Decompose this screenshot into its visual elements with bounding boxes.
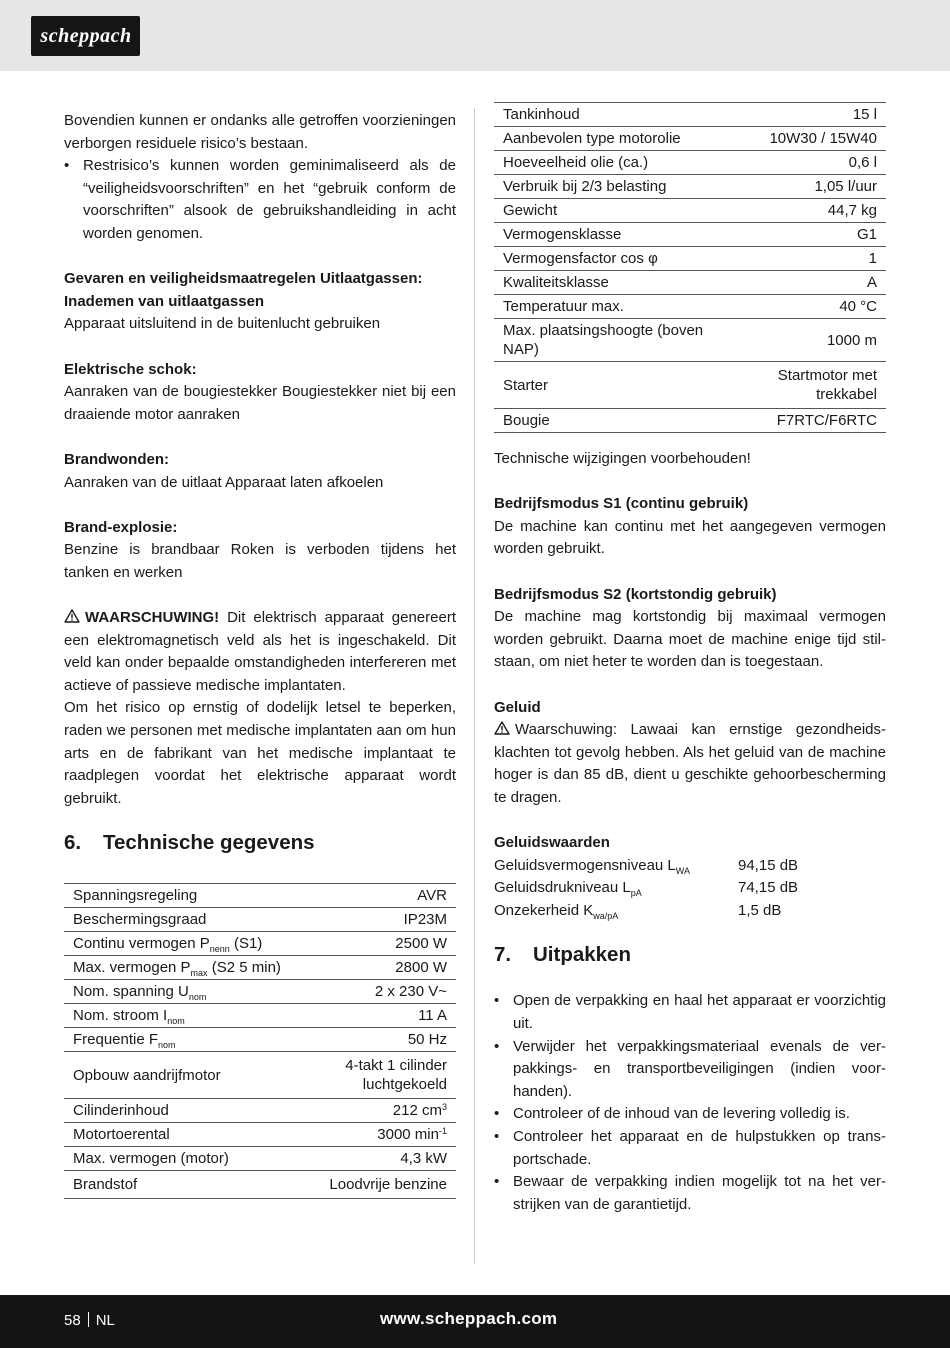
spec-value-text: G1 xyxy=(856,226,877,243)
spec-subscript: nenn xyxy=(209,944,230,955)
spec-label-text: Beschermingsgraad xyxy=(73,911,207,929)
noise-warning: Waarschuwing: Lawaai kan ernstige gezondheidsklachten tot gevolg hebben. Als het geluid van de machine hoger is dan 85 dB, dient u geschikte gehoorbescherming te dragen. xyxy=(494,721,886,806)
spec-value-text: A xyxy=(866,274,877,291)
spec-label-text: Kwaliteitsklasse xyxy=(503,274,609,291)
section-7-heading xyxy=(494,942,886,968)
spec-label xyxy=(64,932,320,956)
sound-subscript: WA xyxy=(675,865,690,876)
s2-heading: Bedrijfsmodus S2 (kortstondig gebruik) xyxy=(494,585,777,603)
spec-value xyxy=(733,271,886,295)
warning-icon xyxy=(64,609,80,623)
table-row xyxy=(64,956,456,980)
spec-value xyxy=(733,103,886,127)
sound-value-row xyxy=(494,877,886,900)
right-column xyxy=(494,102,886,1216)
spec-label-text: Max. plaatsingshoogte (boven NAP) xyxy=(503,322,704,358)
spec-superscript: -1 xyxy=(438,1126,447,1137)
spec-label-text: Tankinhoud xyxy=(503,106,580,123)
spec-label-text: Frequentie F xyxy=(73,1031,159,1049)
spec-value-text: IP23M xyxy=(403,911,447,929)
spec-label xyxy=(494,199,733,223)
spec-label-text: Opbouw aandrijfmotor xyxy=(73,1066,221,1084)
table-row xyxy=(494,151,886,175)
spec-value-text: 4-takt 1 cilinder luchtgekoeld xyxy=(345,1057,447,1094)
spec-value-text: 1000 m xyxy=(826,331,877,349)
s1-heading: Bedrijfsmodus S1 (continu gebruik) xyxy=(494,495,749,513)
sound-value: 1,5 dB xyxy=(738,901,782,919)
spec-value xyxy=(320,980,456,1004)
list-item xyxy=(494,1126,886,1171)
spec-value xyxy=(733,409,886,433)
table-row xyxy=(64,1004,456,1028)
table-row xyxy=(494,199,886,223)
table-row xyxy=(494,175,886,199)
spec-value-text: 10W30 / 15W40 xyxy=(769,130,877,147)
spec-label-text: Starter xyxy=(503,376,549,394)
list-item-text: Open de verpakking en haal het apparaat er voorzichtig uit. xyxy=(513,992,886,1033)
warning-icon xyxy=(494,721,510,735)
column-divider xyxy=(474,108,475,1264)
spec-label-text: Spanningsregeling xyxy=(73,887,198,905)
spec-subscript: max xyxy=(190,968,208,979)
exhaust-text: Apparaat uitsluitend in de buitenlucht gebruiken xyxy=(64,315,381,333)
list-item xyxy=(494,990,886,1035)
spec-label-text: Bougie xyxy=(503,412,550,429)
table-row xyxy=(494,247,886,271)
section-number: 7. xyxy=(494,943,512,967)
spec-label-text: Hoeveelheid olie (ca.) xyxy=(503,154,649,171)
spec-label-text: Verbruik bij 2/3 belasting xyxy=(503,178,667,195)
noise-heading: Geluid xyxy=(494,698,541,716)
exhaust-subheading: Inademen van uitlaatgassen xyxy=(64,292,265,310)
section-6-heading xyxy=(64,830,456,856)
spec-value xyxy=(733,223,886,247)
spec-label-suffix: (S2 5 min) xyxy=(207,959,281,977)
page-header xyxy=(0,0,950,71)
list-item-text: Controleer of de inhoud van de levering volledig is. xyxy=(513,1105,850,1123)
separator xyxy=(88,1312,89,1327)
spec-value xyxy=(320,1028,456,1052)
spec-label xyxy=(494,409,733,433)
spec-value-text: 11 A xyxy=(418,1007,447,1025)
sound-values-heading: Geluidswaarden xyxy=(494,834,610,852)
scheppach-logo xyxy=(31,16,140,56)
bullet-dot: • xyxy=(494,1037,500,1055)
spec-label xyxy=(494,127,733,151)
intro-bullet-list xyxy=(64,155,456,245)
spec-value xyxy=(733,362,886,409)
bullet-dot: • xyxy=(494,1128,500,1146)
spec-label xyxy=(64,1123,320,1147)
bullet-dot: • xyxy=(494,992,500,1010)
spec-value xyxy=(320,1052,456,1099)
section-title: Technische gegevens xyxy=(103,831,315,855)
emf-warning xyxy=(64,607,456,697)
spec-subscript: nom xyxy=(167,1016,185,1027)
unpacking-list xyxy=(494,990,886,1216)
spec-label xyxy=(64,1099,320,1123)
sound-subscript: wa/pA xyxy=(593,910,619,921)
spec-label xyxy=(494,151,733,175)
spec-value-text: 40 °C xyxy=(839,298,877,315)
sound-label xyxy=(494,877,738,900)
spec-superscript: 3 xyxy=(441,1102,447,1113)
spec-value-text: 50 Hz xyxy=(407,1031,447,1049)
spec-value xyxy=(733,151,886,175)
sound-values-list xyxy=(494,855,886,923)
spec-subscript: nom xyxy=(188,992,207,1003)
spec-label xyxy=(64,908,320,932)
spec-label-text: Max. vermogen P xyxy=(73,959,191,977)
spec-value-text: 212 cm xyxy=(392,1102,442,1120)
sound-label-text: Geluidsdrukniveau L xyxy=(494,879,631,897)
spec-label-text: Brandstof xyxy=(73,1176,138,1194)
table-row xyxy=(64,908,456,932)
s1-text: De machine kan continu met het aangegeven vermogen worden gebruikt. xyxy=(494,517,886,558)
spec-label xyxy=(494,271,733,295)
spec-label-text: Vermogensklasse xyxy=(503,226,622,243)
spec-label xyxy=(494,362,733,409)
spec-value-text: 2 x 230 V~ xyxy=(374,983,447,1001)
spec-value-text: Startmotor met trekkabel xyxy=(777,367,877,403)
spec-value-text: 15 l xyxy=(852,106,877,123)
spec-label-suffix: (S1) xyxy=(229,935,263,953)
table-row xyxy=(494,362,886,409)
section-number: 6. xyxy=(64,831,82,855)
spec-value xyxy=(733,247,886,271)
spec-value xyxy=(320,1123,456,1147)
spec-value-text: 3000 min xyxy=(377,1126,439,1144)
spec-value xyxy=(733,199,886,223)
spec-label xyxy=(64,884,320,908)
spec-label-text: Nom. spanning U xyxy=(73,983,189,1001)
shock-heading: Elektrische schok: xyxy=(64,360,197,378)
tech-changes-note: Technische wijzigingen voorbehouden! xyxy=(494,450,751,467)
spec-value xyxy=(320,884,456,908)
implant-advice: Om het risico op ernstig of dodelijk letsel te beperken, raden we personen met medische implantaten aan om hun arts en de fabrikant van het medische implantaat te raadplegen voordat het elektrische apparaat wordt gebruikt. xyxy=(64,699,456,807)
sound-label-text: Geluidsvermogensniveau L xyxy=(494,856,676,874)
spec-label xyxy=(494,247,733,271)
spec-label-text: Gewicht xyxy=(503,202,558,219)
tech-specs-table xyxy=(64,883,456,1199)
spec-label xyxy=(64,956,320,980)
spec-label-text: Max. vermogen (motor) xyxy=(73,1150,229,1168)
table-row xyxy=(64,1099,456,1123)
list-item xyxy=(494,1036,886,1104)
left-column xyxy=(64,110,456,1199)
spec-label-text: Vermogensfactor cos φ xyxy=(503,250,658,267)
spec-label xyxy=(494,103,733,127)
sound-label xyxy=(494,855,738,878)
fire-text: Benzine is brandbaar Roken is verboden tijdens het tanken en werken xyxy=(64,541,456,581)
spec-label xyxy=(64,980,320,1004)
burn-text: Aanraken van de uitlaat Apparaat laten afkoelen xyxy=(64,473,384,491)
spec-value xyxy=(320,1171,456,1199)
page-number: 58 NL xyxy=(64,1312,115,1329)
sound-value: 94,15 dB xyxy=(738,856,799,874)
table-row xyxy=(494,103,886,127)
spec-label-text: Aanbevolen type motorolie xyxy=(503,130,681,147)
bullet-dot: • xyxy=(494,1105,500,1123)
spec-label xyxy=(64,1004,320,1028)
spec-label xyxy=(494,295,733,319)
spec-label-text: Temperatuur max. xyxy=(503,298,624,315)
spec-label xyxy=(494,175,733,199)
s2-text: De machine mag kortstondig bij maximaal vermogen worden gebruikt. Daarna moet de machine enige tijd stilstaan, om niet heter te worden dan is toegestaan. xyxy=(494,608,886,671)
spec-value-text: 2500 W xyxy=(395,935,447,953)
spec-value-text: 44,7 kg xyxy=(827,202,877,219)
spec-value-text: 1,05 l/uur xyxy=(814,178,877,195)
spec-value-text: 1 xyxy=(868,250,877,267)
spec-value xyxy=(733,127,886,151)
table-row xyxy=(494,271,886,295)
spec-subscript: nom xyxy=(158,1040,176,1051)
spec-label xyxy=(494,223,733,247)
section-title: Uitpakken xyxy=(533,943,631,967)
spec-value xyxy=(320,1099,456,1123)
spec-value xyxy=(320,956,456,980)
warning-text: Dit elektrisch apparaat genereert een elektromagnetisch veld als het is ingeschakeld. Dit veld kan onder bepaalde omstandigheden interfereren met actieve of passieve medische implantaten. xyxy=(64,609,456,694)
sound-value: 74,15 dB xyxy=(738,879,799,897)
table-row xyxy=(64,980,456,1004)
spec-value xyxy=(320,1147,456,1171)
list-item: • Restrisico’s kunnen worden geminimaliseerd als de “veiligheidsvoorschriften” en het “gebruik conform de voorschriften” alsook de gebruikshandleiding in acht worden genomen. xyxy=(64,157,456,242)
spec-label-text: Nom. stroom I xyxy=(73,1007,168,1025)
table-row xyxy=(64,884,456,908)
spec-value-text: 4,3 kW xyxy=(400,1150,447,1168)
table-row xyxy=(64,1171,456,1199)
page-footer xyxy=(0,1295,950,1348)
spec-value xyxy=(733,175,886,199)
website-link[interactable]: www.scheppach.com xyxy=(380,1309,558,1328)
table-row xyxy=(64,1123,456,1147)
spec-value-text: 2800 W xyxy=(395,959,447,977)
table-row xyxy=(494,409,886,433)
spec-label xyxy=(64,1171,320,1199)
sound-subscript: pA xyxy=(630,888,642,899)
table-row xyxy=(64,1028,456,1052)
exhaust-heading: Gevaren en veiligheidsmaatregelen Uitlaatgassen: xyxy=(64,270,423,288)
spec-value-text: Loodvrije benzine xyxy=(329,1176,447,1194)
spec-label xyxy=(64,1052,320,1099)
list-item xyxy=(494,1103,886,1126)
spec-label-text: Motortoerental xyxy=(73,1126,170,1144)
spec-label-text: Continu vermogen P xyxy=(73,935,210,953)
table-row xyxy=(64,1147,456,1171)
svg-text:scheppach: scheppach xyxy=(39,25,132,47)
spec-value xyxy=(320,908,456,932)
list-item-text: Controleer het apparaat en de hulpstukken op transportschade. xyxy=(513,1128,886,1168)
shock-text: Aanraken van de bougiestekker Bougiestekker niet bij een draaiende motor aanraken xyxy=(64,383,456,423)
list-item-text: Verwijder het verpakkingsmateriaal evenals de verpakkings- en transportbeveiligingen (indien voorhanden). xyxy=(513,1037,886,1100)
table-row xyxy=(64,932,456,956)
warning-label: WAARSCHUWING! xyxy=(85,609,220,627)
intro-text: Bovendien kunnen er ondanks alle getroffen voorzieningen verborgen residuele risico’s bestaan. xyxy=(64,112,456,152)
spec-value-text: 0,6 l xyxy=(848,154,877,171)
sound-value-row xyxy=(494,900,886,923)
spec-label xyxy=(64,1147,320,1171)
table-row xyxy=(494,295,886,319)
spec-label-text: Cilinderinhoud xyxy=(73,1102,169,1120)
spec-value xyxy=(733,295,886,319)
spec-value xyxy=(320,1004,456,1028)
language-code: NL xyxy=(95,1312,115,1329)
bullet-dot: • xyxy=(494,1173,500,1191)
sound-value-row xyxy=(494,855,886,878)
list-item-text: Bewaar de verpakking indien mogelijk tot na het verstrijken van de garantietijd. xyxy=(513,1173,886,1213)
fire-heading: Brand-explosie: xyxy=(64,518,178,536)
spec-value xyxy=(320,932,456,956)
spec-label xyxy=(64,1028,320,1052)
spec-value xyxy=(733,319,886,362)
table-row xyxy=(64,1052,456,1099)
sound-label xyxy=(494,900,738,923)
sound-label-text: Onzekerheid K xyxy=(494,901,594,919)
table-row xyxy=(494,127,886,151)
spec-label xyxy=(494,319,733,362)
tech-specs-table-2 xyxy=(494,102,886,433)
table-row xyxy=(494,223,886,247)
list-item xyxy=(494,1171,886,1216)
table-row xyxy=(494,319,886,362)
spec-value-text: AVR xyxy=(417,887,447,905)
spec-value-text: F7RTC/F6RTC xyxy=(776,412,877,429)
burn-heading: Brandwonden: xyxy=(64,450,169,468)
